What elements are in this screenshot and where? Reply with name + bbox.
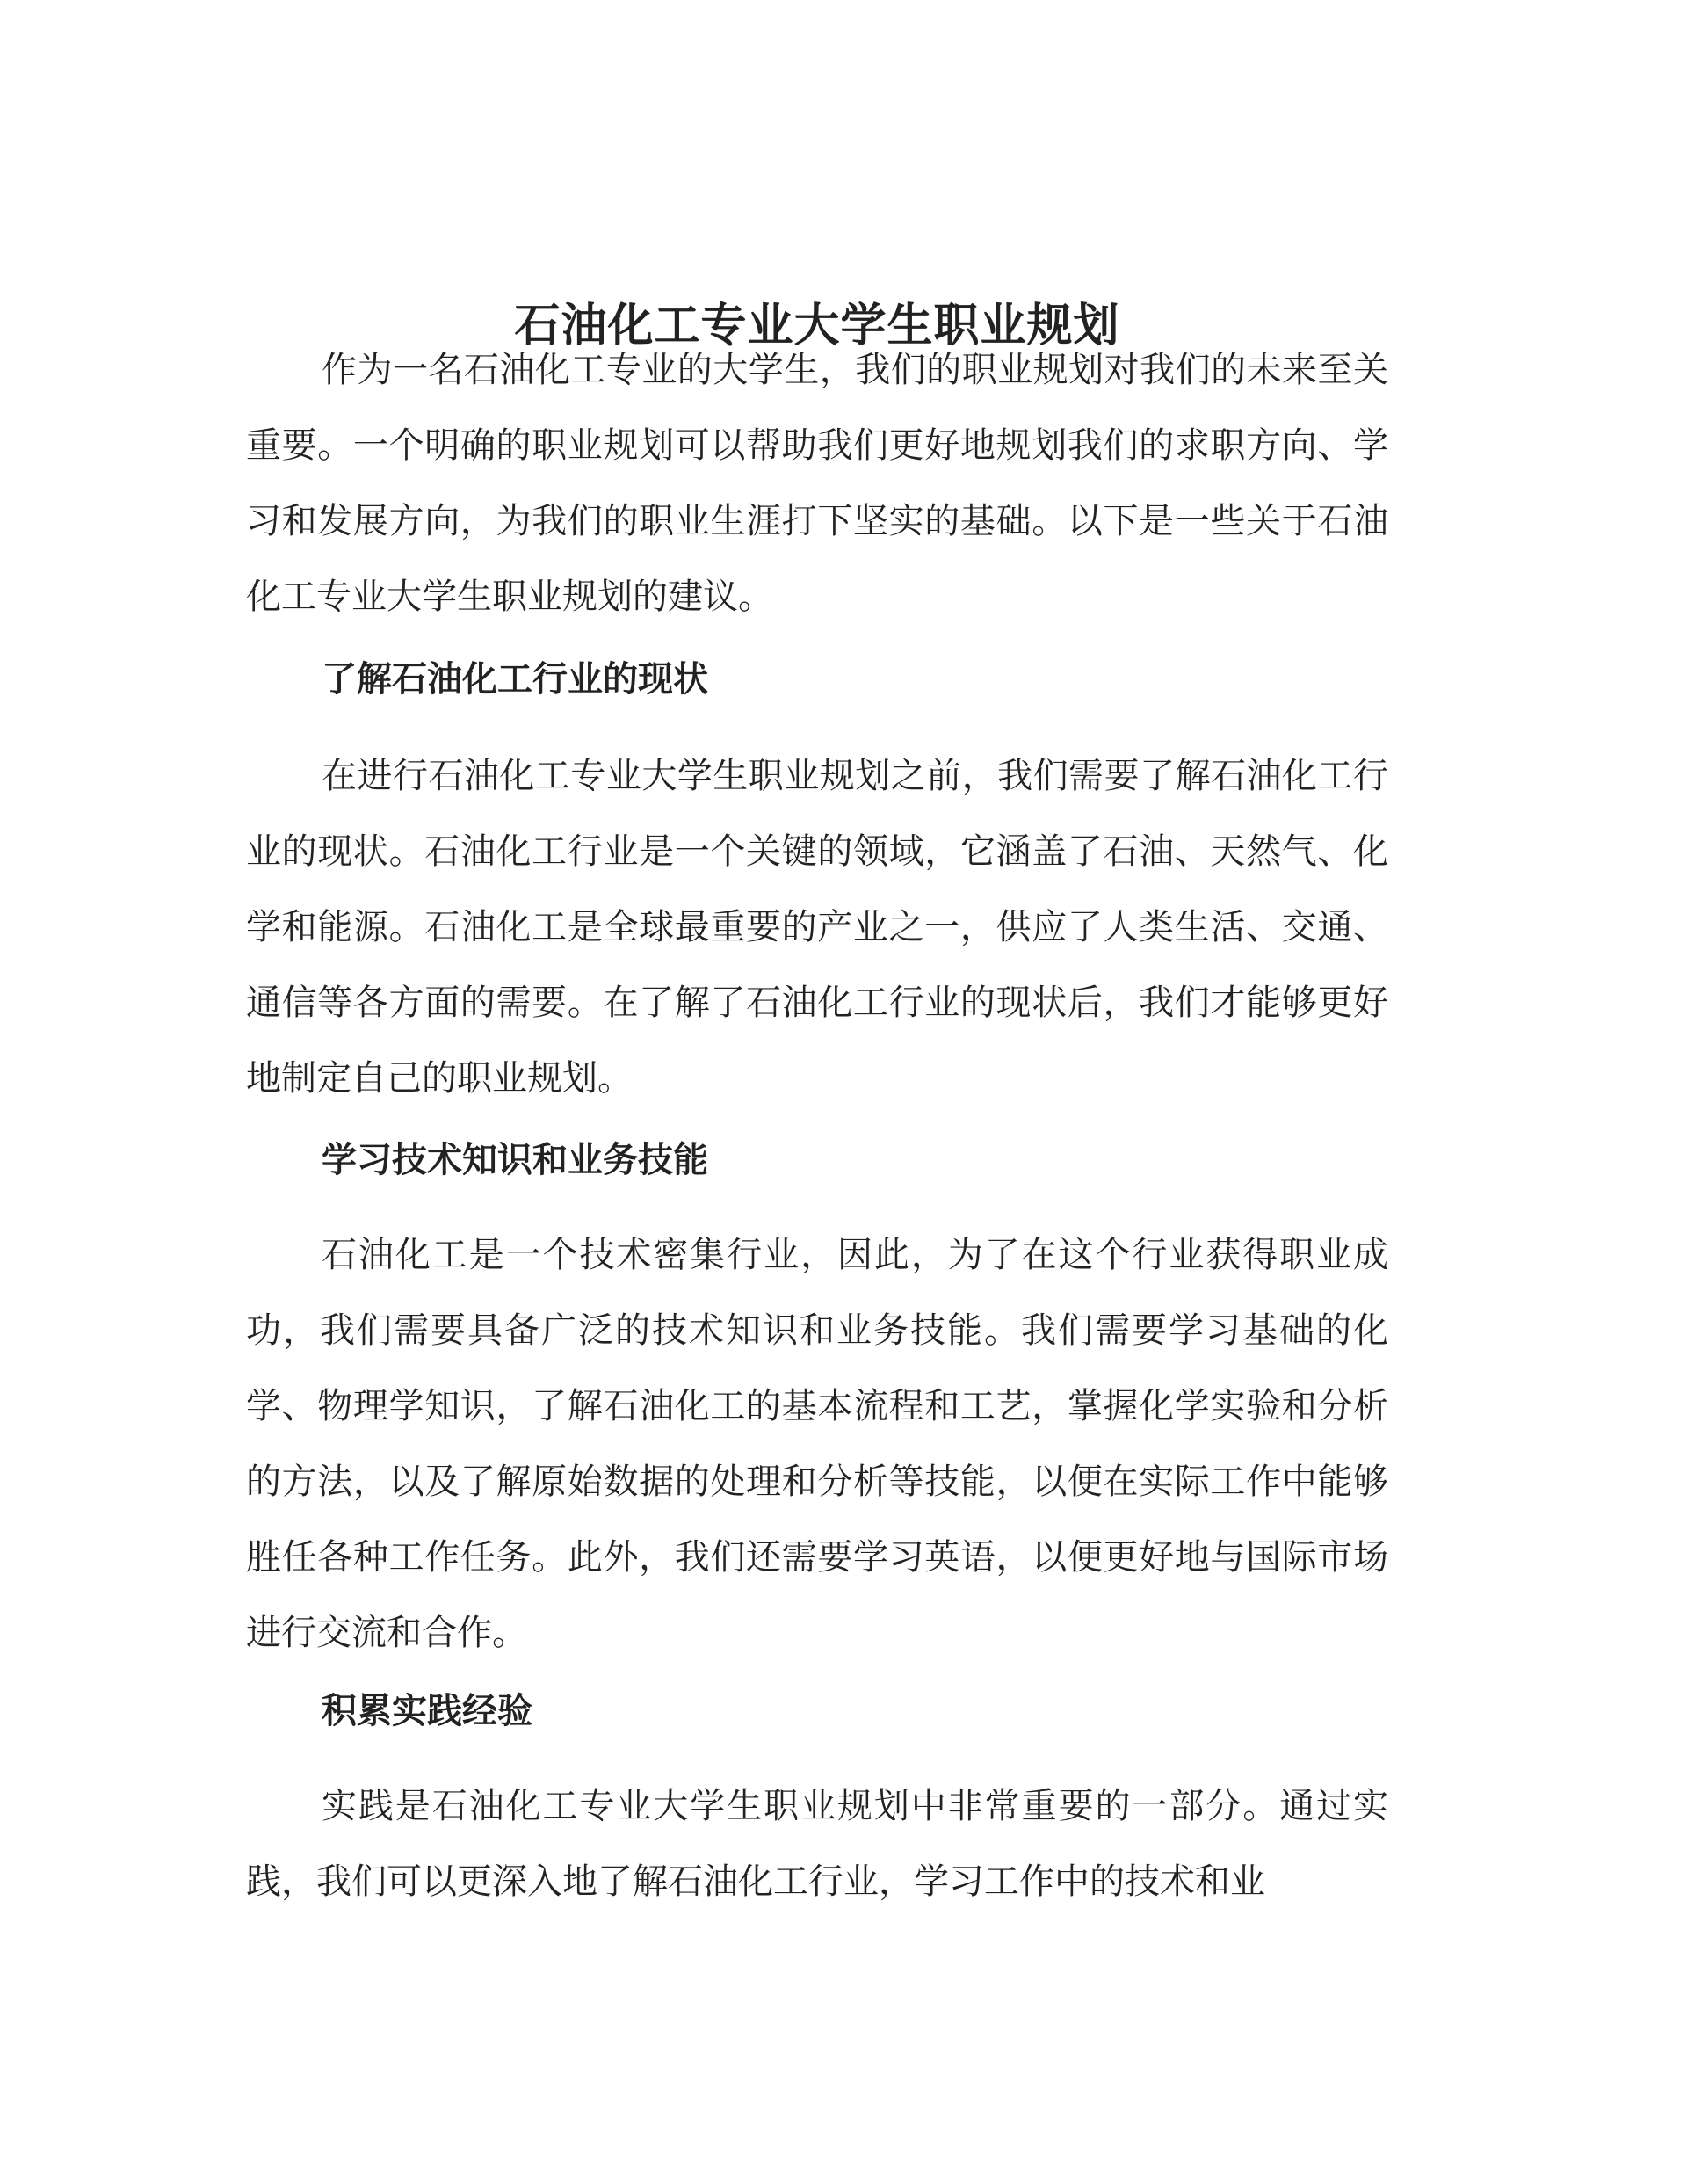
section-heading-skills: 学习技术知识和业务技能 <box>322 1139 708 1180</box>
section-body-industry-status: 在进行石油化工专业大学生职业规划之前，我们需要了解石油化工行业的现状。石油化工行业是一个关键的领域，它涵盖了石油、天然气、化学和能源。石油化工是全球最重要的产业之一，供应了人类生活、交通、通信等各方面的需要。在了解了石油化工行业的现状后，我们才能够更好地制定自己的职业规划。 <box>246 756 1388 1099</box>
section-body-practice: 实践是石油化工专业大学生职业规划中非常重要的一部分。通过实践，我们可以更深入地了解石油化工行业，学习工作中的技术和业 <box>246 1786 1388 1902</box>
section-body-skills: 石油化工是一个技术密集行业，因此，为了在这个行业获得职业成功，我们需要具备广泛的技术知识和业务技能。我们需要学习基础的化学、物理学知识，了解石油化工的基本流程和工艺，掌握化学实验和分析的方法，以及了解原始数据的处理和分析等技能，以便在实际工作中能够胜任各种工作任务。此外，我们还需要学习英语，以便更好地与国际市场进行交流和合作。 <box>246 1235 1388 1653</box>
section-heading-practice: 积累实践经验 <box>322 1690 532 1731</box>
intro-paragraph: 作为一名石油化工专业的大学生，我们的职业规划对我们的未来至关重要。一个明确的职业规划可以帮助我们更好地规划我们的求职方向、学习和发展方向，为我们的职业生涯打下坚实的基础。以下是一些关于石油化工专业大学生职业规划的建议。 <box>246 350 1388 617</box>
section-heading-industry-status: 了解石油化工行业的现状 <box>322 658 708 700</box>
document-title: 石油化工专业大学生职业规划 <box>514 298 1120 352</box>
